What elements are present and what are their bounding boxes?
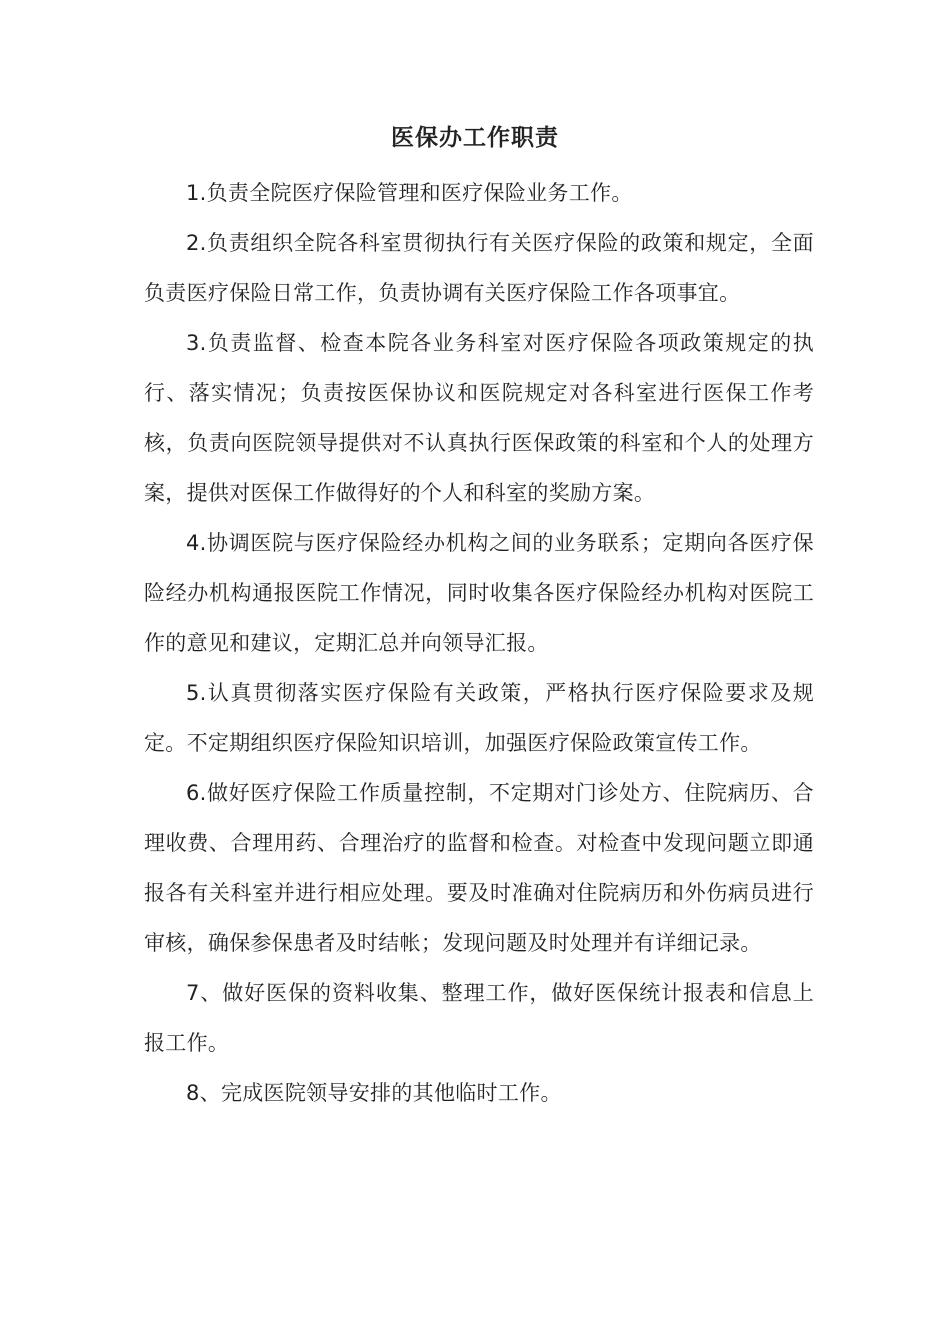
document-title: 医保办工作职责 — [391, 125, 559, 151]
document-body — [144, 168, 814, 1118]
paragraph-7: 7、做好医保的资料收集、整理工作，做好医保统计报表和信息上报工作。 — [144, 981, 814, 1055]
paragraph-8: 8、完成医院领导安排的其他临时工作。 — [186, 1081, 562, 1105]
paragraph-5: 5.认真贯彻落实医疗保险有关政策，严格执行医疗保险要求及规定。不定期组织医疗保险知识培训，加强医疗保险政策宣传工作。 — [144, 681, 814, 755]
paragraph-2: 2.负责组织全院各科室贯彻执行有关医疗保险的政策和规定，全面负责医疗保险日常工作，负责协调有关医疗保险工作各项事宜。 — [144, 231, 814, 305]
paragraph-1: 1.负责全院医疗保险管理和医疗保险业务工作。 — [186, 181, 633, 205]
paragraph-3: 3.负责监督、检查本院各业务科室对医疗保险各项政策规定的执行、落实情况；负责按医保协议和医院规定对各科室进行医保工作考核，负责向医院领导提供对不认真执行医保政策的科室和个人的处理方案，提供对医保工作做得好的个人和科室的奖励方案。 — [144, 331, 814, 505]
paragraph-4: 4.协调医院与医疗保险经办机构之间的业务联系；定期向各医疗保险经办机构通报医院工作情况，同时收集各医疗保险经办机构对医院工作的意见和建议，定期汇总并向领导汇报。 — [144, 531, 814, 655]
paragraph-6: 6.做好医疗保险工作质量控制，不定期对门诊处方、住院病历、合理收费、合理用药、合理治疗的监督和检查。对检查中发现问题立即通报各有关科室并进行相应处理。要及时准确对住院病历和外伤病员进行审核，确保参保患者及时结帐；发现问题及时处理并有详细记录。 — [144, 781, 814, 955]
